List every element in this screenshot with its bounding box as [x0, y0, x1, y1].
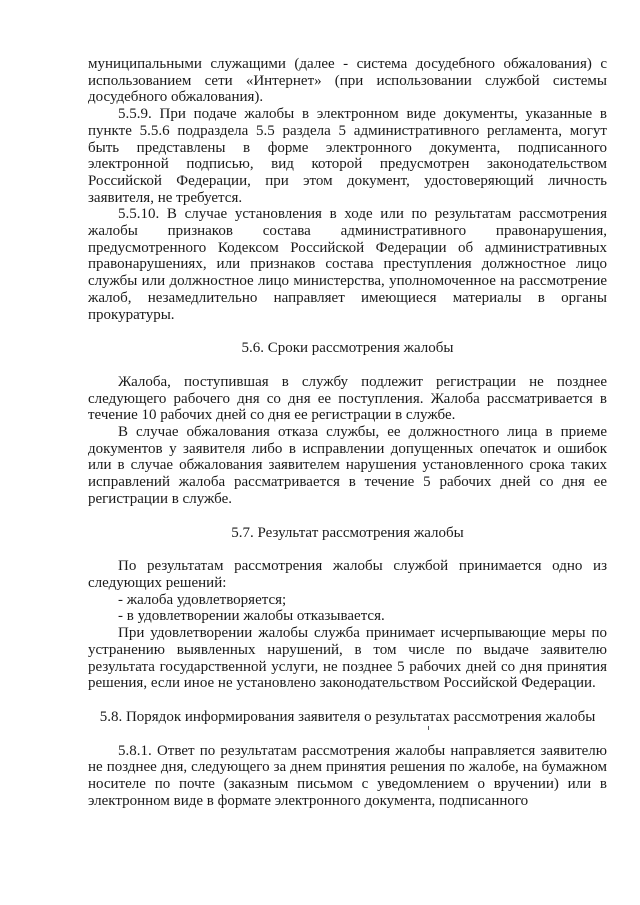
paragraph-5-5-9: 5.5.9. При подаче жалобы в электронном виде документы, указанные в пункте 5.5.6 подраздела 5.5 раздела 5 административного регламента, могут быть представлены в форме электронного документа, подписанного электронной подписью, вид которой предусмотрен законодательством Российской Федерации, при этом документ, удостоверяющий личность заявителя, не требуется.: [88, 106, 607, 206]
paragraph-5-6-b: В случае обжалования отказа службы, ее должностного лица в приеме документов у заявителя либо в исправлении допущенных опечаток и ошибок или в случае обжалования заявителем нарушения установленного срока таких исправлений жалоба рассматривается в течение 5 рабочих дней со дня ее регистрации в службе.: [88, 424, 607, 507]
spacer: [88, 726, 607, 743]
spacer: [88, 357, 607, 374]
section-heading-5-8: 5.8. Порядок информирования заявителя о результатах рассмотрения жалобы: [99, 708, 596, 725]
paragraph-5-5-10: 5.5.10. В случае установления в ходе или по результатам рассмотрения жалобы признаков состава административного правонарушения, предусмотренного Кодексом Российской Федерации об административных правонарушениях, или признаков состава преступления должностное лицо службы или должностное лицо министерства, уполномоченное на рассмотрение жалоб, незамедлительно направляет имеющиеся материалы в органы прокуратуры.: [88, 206, 607, 323]
spacer: [88, 508, 607, 525]
section-heading-5-7: 5.7. Результат рассмотрения жалобы: [231, 524, 464, 541]
paragraph-5-7-b: При удовлетворении жалобы служба принимает исчерпывающие меры по устранению выявленных нарушений, в том числе по выдаче заявителю результата государственной услуги, не позднее 5 рабочих дней со дня принятия решения, если иное не установлено законодательством Российской Федерации.: [88, 625, 607, 692]
spacer: [88, 323, 607, 340]
section-heading-5-6: 5.6. Сроки рассмотрения жалобы: [241, 340, 454, 357]
spacer: [88, 692, 607, 709]
paragraph-5-8-1: 5.8.1. Ответ по результатам рассмотрения жалобы направляется заявителю не позднее дня, следующего за днем принятия решения по жалобе, на бумажном носителе по почте (заказным письмом с уведомлением о вручении) или в электронном виде в формате электронного документа, подписанного: [88, 742, 607, 809]
paragraph-5-6-a: Жалоба, поступившая в службу подлежит регистрации не позднее следующего рабочего дня со дня ее поступления. Жалоба рассматривается в течение 10 рабочих дней со дня ее регистрации в службе.: [88, 373, 607, 424]
scan-speck: [428, 726, 429, 730]
spacer: [88, 541, 607, 558]
document-page: [88, 56, 607, 809]
list-item: - жалоба удовлетворяется;: [118, 591, 287, 608]
paragraph-5-7-a: По результатам рассмотрения жалобы службой принимается одно из следующих решений:: [88, 558, 607, 591]
paragraph-intro: муниципальными служащими (далее - система досудебного обжалования) с использованием сети «Интернет» (при использовании службой системы досудебного обжалования).: [88, 56, 607, 106]
list-item: - в удовлетворении жалобы отказывается.: [118, 608, 385, 625]
